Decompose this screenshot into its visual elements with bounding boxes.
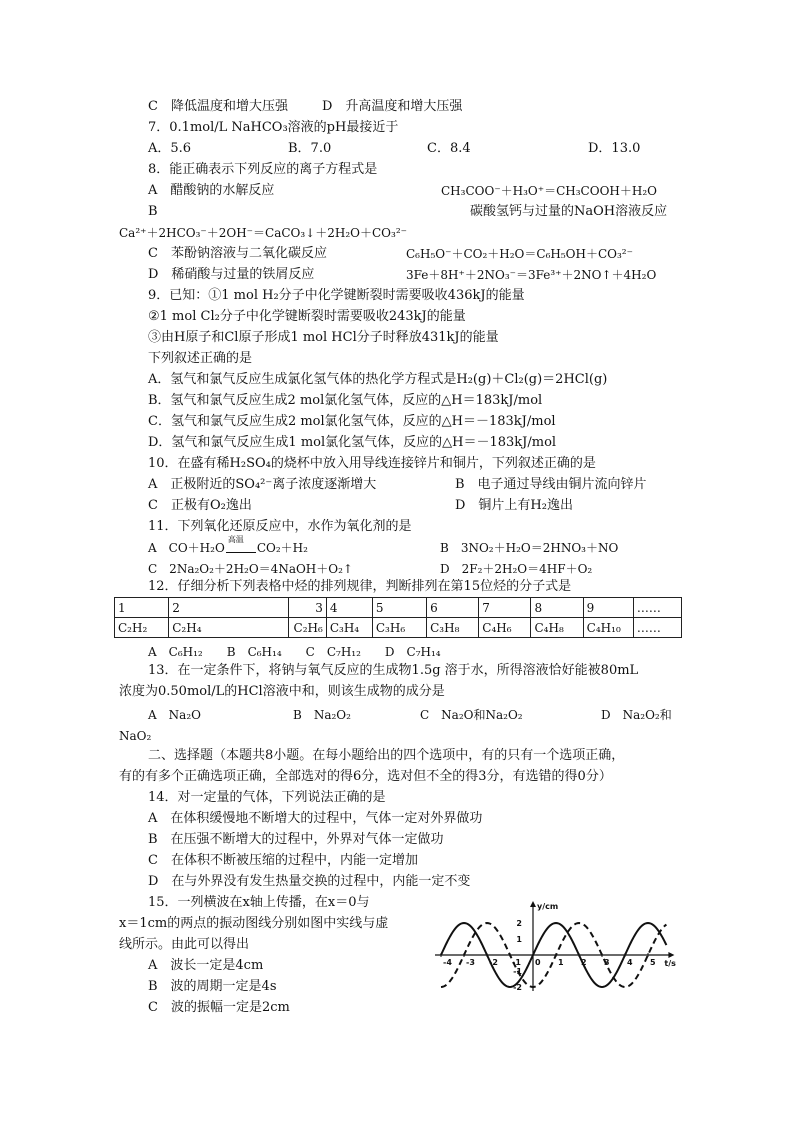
q15-option-b: B 波的周期一定是4s (148, 979, 277, 994)
q9-stem: 9．已知：①1 mol H₂分子中化学键断裂时需要吸收436kJ的能量 (148, 288, 525, 303)
q9-ask: 下列叙述正确的是 (148, 351, 253, 366)
hydrocarbon-sequence-table (114, 597, 682, 638)
q7-option-c: C．8.4 (427, 141, 471, 156)
table-cell: C₃H₄ (326, 618, 372, 638)
y-axis-arrow (530, 901, 536, 907)
q6-option-d: D 升高温度和增大压强 (322, 99, 463, 114)
table-cell: C₃H₆ (372, 618, 426, 638)
x-tick-label: 0 (535, 958, 541, 967)
vibration-graph (428, 900, 683, 995)
q14-stem: 14．对一定量的气体，下列说法正确的是 (148, 790, 386, 805)
q6-option-c: C 降低温度和增大压强 (148, 99, 288, 114)
q7-option-d: D．13.0 (588, 141, 641, 156)
q15-stem-line2: x＝1cm的两点的振动图线分别如图中实线与虚 (119, 916, 389, 931)
table-cell: C₂H₆ (288, 618, 326, 638)
table-cell: C₂H₂ (115, 618, 169, 638)
q11-option-a-arrow (226, 535, 256, 553)
q12-stem: 12．仔细分析下列表格中烃的排列规律，判断排列在第15位烃的分子式是 (148, 579, 572, 594)
q15-stem-line3: 线所示。由此可以得出 (119, 937, 250, 952)
q11-option-a-reactants: A CO＋H₂O (148, 541, 225, 555)
x-tick-label: 4 (627, 958, 633, 967)
q8-option-a-label: A 醋酸钠的水解反应 (148, 183, 275, 198)
x-tick-label: 2 (581, 958, 587, 967)
q8-option-c-label: C 苯酚钠溶液与二氧化碳反应 (148, 246, 327, 261)
table-cell: …… (633, 598, 681, 618)
x-axis-label: t/s (664, 959, 676, 968)
q8-option-b-desc: 碳酸氢钙与过量的NaOH溶液反应 (470, 204, 668, 219)
q8-option-c-equation: C₆H₅O⁻＋CO₂＋H₂O＝C₆H₅OH＋CO₃²⁻ (406, 247, 633, 261)
y-axis-label: y/cm (537, 902, 559, 911)
q13-option-a: A Na₂O (148, 708, 201, 722)
q10-stem: 10．在盛有稀H₂SO₄的烧杯中放入用导线连接锌片和铜片，下列叙述正确的是 (148, 456, 596, 471)
q10-option-c: C 正极有O₂逸出 (148, 498, 252, 513)
q11-option-a-condition: 高温 (227, 535, 244, 544)
x-tick-label: -4 (443, 958, 452, 967)
y-tick-label: -2 (513, 983, 522, 992)
q15-option-a: A 波长一定是4cm (148, 958, 264, 973)
table-cell: C₄H₆ (479, 618, 531, 638)
q10-option-d: D 铜片上有H₂逸出 (455, 498, 573, 513)
q13-stem-line1: 13．在一定条件下，将钠与氧气反应的生成物1.5g 溶于水，所得溶液恰好能被80mL (148, 663, 639, 678)
x-tick-label: 3 (604, 958, 610, 967)
x-tick-label: -1 (512, 958, 521, 967)
table-cell: C₃H₈ (427, 618, 479, 638)
q7-option-a: A．5.6 (148, 141, 192, 156)
x-tick-label: -2 (489, 958, 498, 967)
table-cell: 7 (479, 598, 531, 618)
x-tick-label: 1 (558, 958, 564, 967)
q14-option-d: D 在与外界没有发生热量交换的过程中，内能一定不变 (148, 874, 471, 889)
section-2-heading: 二、选择题（本题共8小题。在每小题给出的四个选项中，有的只有一个选项正确， (148, 748, 625, 763)
table-cell: C₂H₄ (169, 618, 289, 638)
q14-option-b: B 在压强不断增大的过程中，外界对气体一定做功 (148, 832, 444, 847)
x-tick-label: 5 (650, 958, 656, 967)
table-row (115, 618, 682, 638)
q13-option-d: D Na₂O₂和 (601, 708, 672, 722)
q9-condition-3: ③由H原子和Cl原子形成1 mol HCl分子时释放431kJ的能量 (148, 330, 499, 345)
q9-condition-2: ②1 mol Cl₂分子中化学键断裂时需要吸收243kJ的能量 (148, 309, 466, 324)
q10-option-a: A 正极附近的SO₄²⁻离子浓度逐渐增大 (148, 477, 377, 492)
q13-option-d-continued: NaO₂ (119, 729, 152, 743)
q13-stem-line2: 浓度为0.50mol/L的HCl溶液中和，则该生成物的成分是 (119, 684, 445, 699)
y-tick-label: 2 (516, 919, 522, 928)
q10-option-b: B 电子通过导线由铜片流向锌片 (455, 477, 647, 492)
q11-option-a-products: CO₂＋H₂ (256, 541, 308, 555)
q8-option-b-label: B (148, 204, 158, 219)
q12-options: A C₆H₁₂ B C₆H₁₄ C C₇H₁₂ D C₇H₁₄ (148, 645, 441, 659)
q9-option-a: A．氢气和氯气反应生成氯化氢气体的热化学方程式是H₂(g)＋Cl₂(g)＝2HCl(g) (148, 372, 608, 387)
x-axis-arrow (668, 952, 674, 958)
q8-stem: 8．能正确表示下列反应的离子方程式是 (148, 162, 378, 177)
table-row (115, 598, 682, 618)
q15-stem-line1: 15．一列横波在x轴上传播，在x＝0与 (148, 895, 370, 910)
q8-option-d-label: D 稀硝酸与过量的铁屑反应 (148, 267, 315, 282)
q9-option-d: D．氢气和氯气反应生成1 mol氯化氢气体，反应的△H＝－183kJ/mol (148, 435, 557, 450)
x-tick-label: -3 (466, 958, 475, 967)
table-cell: 2 (169, 598, 289, 618)
table-cell: 3 (288, 598, 326, 618)
table-cell: C₄H₁₀ (583, 618, 633, 638)
y-tick-label: -1 (513, 967, 522, 976)
q13-option-c: C Na₂O和Na₂O₂ (420, 708, 523, 722)
q11-option-d: D 2F₂＋2H₂O＝4HF＋O₂ (440, 562, 593, 576)
q13-option-b: B Na₂O₂ (293, 708, 351, 722)
q8-option-b-equation: Ca²⁺＋2HCO₃⁻＋2OH⁻＝CaCO₃↓＋2H₂O＋CO₃²⁻ (119, 226, 407, 240)
q14-option-c: C 在体积不断被压缩的过程中，内能一定增加 (148, 853, 418, 868)
q9-option-b: B．氢气和氯气反应生成2 mol氯化氢气体，反应的△H＝183kJ/mol (148, 393, 543, 408)
q15-option-c: C 波的振幅一定是2cm (148, 1000, 290, 1015)
q9-option-c: C．氢气和氯气反应生成2 mol氯化氢气体，反应的△H＝－183kJ/mol (148, 414, 556, 429)
table-cell: 8 (531, 598, 583, 618)
table-cell: C₄H₈ (531, 618, 583, 638)
table-cell: 5 (372, 598, 426, 618)
q11-option-c: C 2Na₂O₂＋2H₂O＝4NaOH＋O₂↑ (148, 562, 353, 576)
section-2-instructions: 有的有多个正确选项正确，全部选对的得6分，选对但不全的得3分，有选错的得0分） (119, 769, 612, 784)
graph-axes (435, 901, 674, 991)
table-cell: 1 (115, 598, 169, 618)
table-cell: 4 (326, 598, 372, 618)
table-cell: …… (633, 618, 681, 638)
q7-option-b: B．7.0 (288, 141, 332, 156)
q14-option-a: A 在体积缓慢地不断增大的过程中，气体一定对外界做功 (148, 811, 483, 826)
q11-option-a (148, 535, 308, 557)
table-cell: 6 (427, 598, 479, 618)
q7-stem: 7．0.1mol/L NaHCO₃溶液的pH最接近于 (148, 120, 399, 135)
q8-option-d-equation: 3Fe＋8H⁺＋2NO₃⁻＝3Fe³⁺＋2NO↑＋4H₂O (406, 268, 657, 282)
y-tick-label: 1 (516, 935, 522, 944)
q11-stem: 11．下列氧化还原反应中，水作为氧化剂的是 (148, 519, 412, 534)
q11-option-b: B 3NO₂＋H₂O＝2HNO₃＋NO (440, 541, 619, 555)
q8-option-a-equation: CH₃COO⁻＋H₃O⁺＝CH₃COOH＋H₂O (441, 184, 657, 198)
table-cell: 9 (583, 598, 633, 618)
